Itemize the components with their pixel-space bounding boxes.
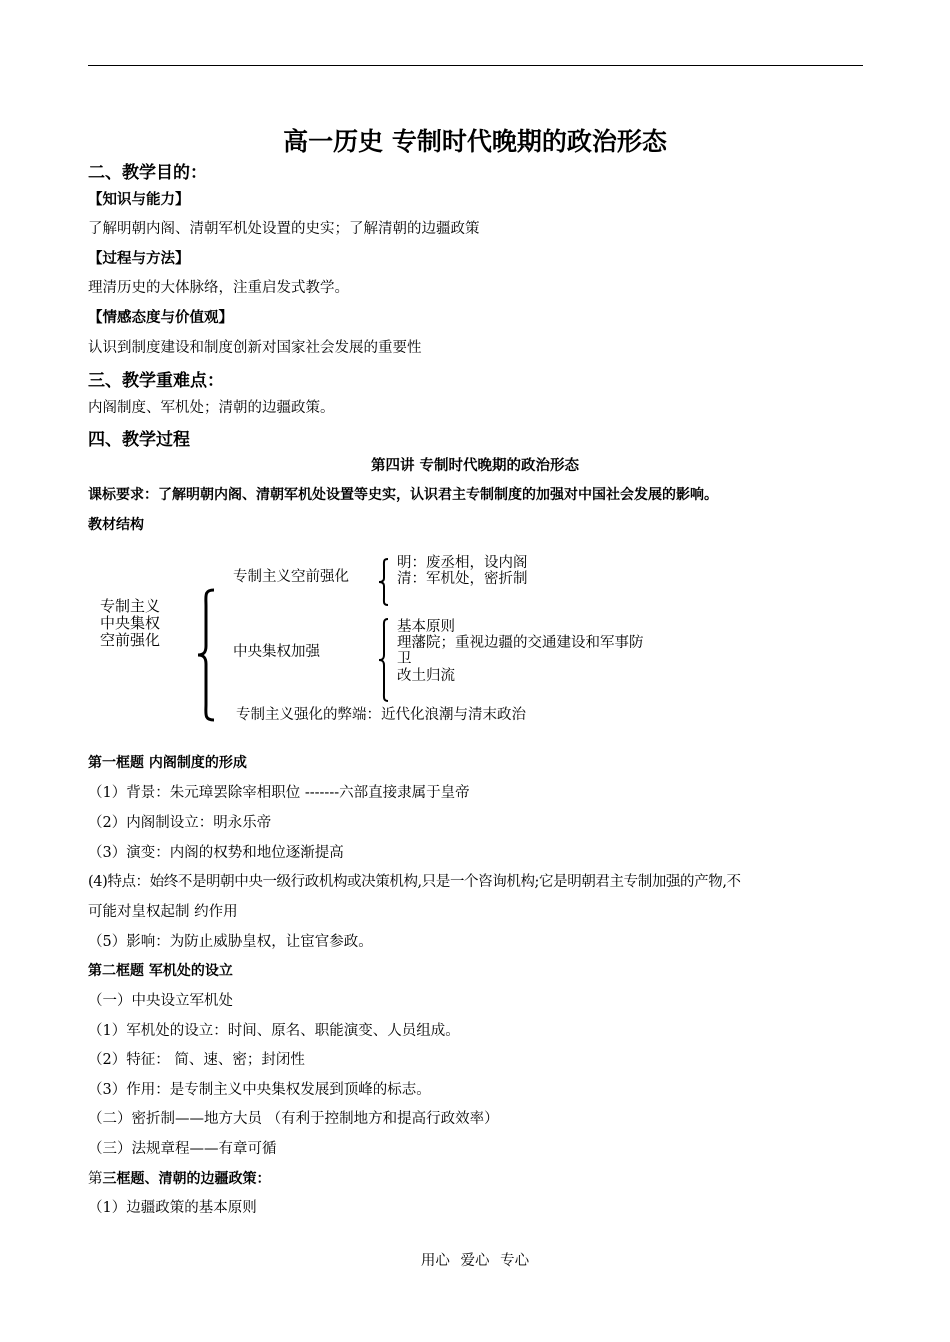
diagram-sub-lifanyuan: 理藩院；重视边疆的交通建设和军事防	[397, 635, 644, 651]
frame1-heading: 第一框题 内阁制度的形成	[88, 755, 247, 771]
structure-label: 教材结构	[88, 517, 144, 533]
section-heading-key-points: 三、教学重难点：	[88, 371, 224, 391]
frame2-line: （三）法规章程——有章可循	[88, 1141, 277, 1157]
diagram-main-line: 中央集权	[100, 614, 161, 632]
page-title: 高一历史 专制时代晚期的政治形态	[283, 127, 667, 156]
diagram-sub-ming: 明：废丞相，设内阁	[397, 555, 528, 571]
frame1-line: （3）演变：内阁的权势和地位逐渐提高	[88, 845, 344, 861]
objective-label-values: 【情感态度与价值观】	[88, 310, 233, 326]
frame3-heading-prefix: 第	[88, 1171, 103, 1187]
frame2-line: （二）密折制——地方大员 （有利于控制地方和提高行政效率）	[88, 1111, 499, 1127]
diagram-brace-autocracy	[378, 558, 392, 606]
frame2-heading: 第二框题 军机处的设立	[88, 963, 233, 979]
frame1-line: (4)特点：始终不是明朝中央一级行政机构或决策机构,只是一个咨询机构;它是明朝君主专制加强的产物,不	[88, 874, 741, 890]
diagram-sub-principle: 基本原则	[397, 619, 455, 635]
section-heading-process: 四、教学过程	[88, 430, 190, 450]
frame1-line: （2）内阁制设立：明永乐帝	[88, 815, 272, 831]
diagram-brace-centralization	[378, 618, 392, 702]
diagram-main-topic	[100, 598, 160, 649]
section-heading-objectives: 二、教学目的：	[88, 163, 207, 183]
lecture-title: 第四讲 专制时代晚期的政治形态	[370, 458, 580, 474]
frame3-heading	[88, 1167, 271, 1188]
diagram-branch-drawbacks: 专制主义强化的弊端：近代化浪潮与清末政治	[236, 707, 526, 723]
curriculum-requirement: 课标要求：了解明朝内阁、清朝军机处设置等史实，认识君主专制制度的加强对中国社会发展的影响。	[88, 487, 718, 503]
frame3-line: （1）边疆政策的基本原则	[88, 1200, 257, 1216]
diagram-sub-qing: 清：军机处，密折制	[397, 571, 528, 587]
objective-text-process: 理清历史的大体脉络，注重启发式教学。	[88, 280, 349, 296]
objective-text-values: 认识到制度建设和制度创新对国家社会发展的重要性	[88, 340, 422, 356]
diagram-main-brace	[196, 588, 220, 722]
frame2-line: （一）中央设立军机处	[88, 993, 233, 1009]
frame1-line: （5）影响：为防止威胁皇权，让宦官参政。	[88, 934, 373, 950]
page-footer: 用心 爱心 专心	[420, 1253, 530, 1269]
diagram-sub-gaitu: 改土归流	[397, 668, 455, 684]
frame2-line: （3）作用：是专制主义中央集权发展到顶峰的标志。	[88, 1082, 431, 1098]
frame1-line: （1）背景：朱元璋罢除宰相职位 -------六部直接隶属于皇帝	[88, 785, 470, 801]
diagram-sub-lifanyuan-cont: 卫	[397, 651, 412, 667]
frame3-heading-text: 三框题、清朝的边疆政策：	[102, 1171, 271, 1187]
diagram-main-line: 专制主义	[100, 597, 161, 615]
diagram-main-line: 空前强化	[100, 631, 161, 649]
diagram-branch-centralization: 中央集权加强	[233, 644, 320, 660]
objective-label-process: 【过程与方法】	[88, 251, 190, 267]
diagram-branch-autocracy: 专制主义空前强化	[233, 569, 349, 585]
key-points-text: 内阁制度、军机处；清朝的边疆政策。	[88, 400, 335, 416]
header-rule	[88, 65, 863, 66]
frame2-line: （2）特征： 简、速、密；封闭性	[88, 1052, 305, 1068]
frame2-line: （1）军机处的设立：时间、原名、职能演变、人员组成。	[88, 1023, 460, 1039]
frame1-line: 可能对皇权起制 约作用	[88, 904, 238, 920]
objective-text-knowledge: 了解明朝内阁、清朝军机处设置的史实；了解清朝的边疆政策	[88, 221, 480, 237]
objective-label-knowledge: 【知识与能力】	[88, 192, 190, 208]
